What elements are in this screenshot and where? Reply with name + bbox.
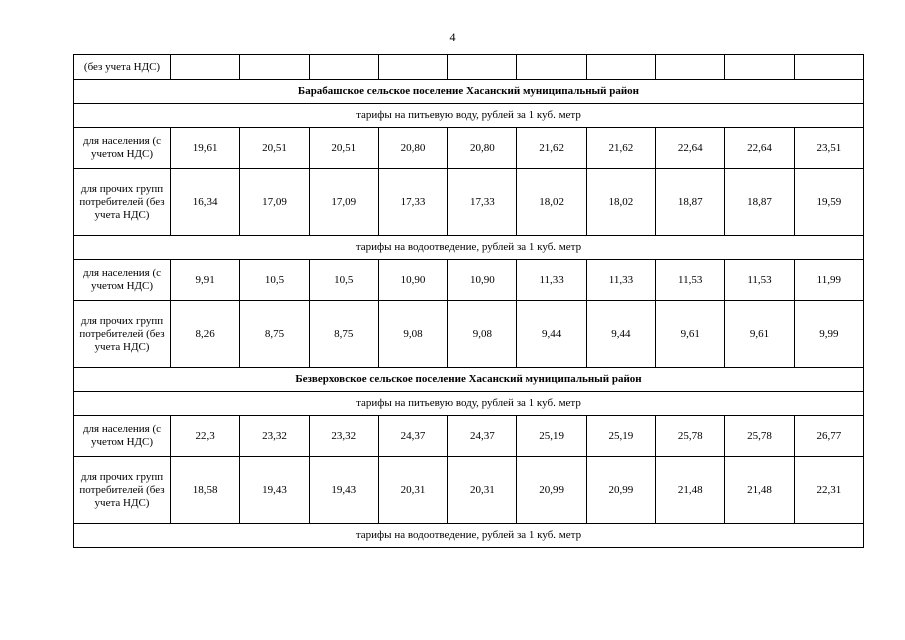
- tariff-value-cell: 23,32: [309, 416, 378, 457]
- tariff-value-cell: 22,31: [794, 457, 863, 524]
- tariff-data-row: [74, 301, 864, 368]
- tariff-data-row: [74, 128, 864, 169]
- tariff-type-title: тарифы на водоотведение, рублей за 1 куб. метр: [74, 524, 864, 548]
- tariff-value-cell: 19,43: [240, 457, 309, 524]
- tariff-table: [73, 54, 864, 548]
- tariff-value-cell: 16,34: [171, 169, 240, 236]
- tariff-value-cell: 19,59: [794, 169, 863, 236]
- tariff-value-cell: 10,90: [378, 260, 447, 301]
- section-header-row: [74, 368, 864, 392]
- tariff-value-cell: 17,09: [240, 169, 309, 236]
- tariff-table-body: [74, 55, 864, 548]
- tariff-value-cell: 9,61: [725, 301, 794, 368]
- tariff-value-cell: 11,99: [794, 260, 863, 301]
- consumer-group-label: для прочих групп потребителей (без учета НДС): [74, 457, 171, 524]
- tariff-value-cell: 21,62: [517, 128, 586, 169]
- tariff-value-cell: 21,48: [656, 457, 725, 524]
- consumer-group-label: для населения (с учетом НДС): [74, 416, 171, 457]
- tariff-value-cell: 18,02: [586, 169, 655, 236]
- tariff-value-cell: 18,02: [517, 169, 586, 236]
- tariff-value-cell: [378, 55, 447, 80]
- tariff-value-cell: 22,64: [725, 128, 794, 169]
- tariff-value-cell: 21,48: [725, 457, 794, 524]
- tariff-value-cell: 24,37: [448, 416, 517, 457]
- tariff-value-cell: 22,64: [656, 128, 725, 169]
- tariff-value-cell: 20,31: [378, 457, 447, 524]
- tariff-value-cell: 20,51: [309, 128, 378, 169]
- tariff-value-cell: [794, 55, 863, 80]
- tariff-value-cell: 20,80: [378, 128, 447, 169]
- tariff-value-cell: 22,3: [171, 416, 240, 457]
- tariff-value-cell: [171, 55, 240, 80]
- tariff-type-row: [74, 524, 864, 548]
- tariff-value-cell: 9,08: [378, 301, 447, 368]
- tariff-value-cell: 10,90: [448, 260, 517, 301]
- tariff-value-cell: 9,61: [656, 301, 725, 368]
- tariff-value-cell: 23,51: [794, 128, 863, 169]
- tariff-value-cell: 11,33: [517, 260, 586, 301]
- tariff-value-cell: 9,44: [586, 301, 655, 368]
- tariff-type-title: тарифы на водоотведение, рублей за 1 куб. метр: [74, 236, 864, 260]
- tariff-value-cell: 21,62: [586, 128, 655, 169]
- consumer-group-label: для населения (с учетом НДС): [74, 260, 171, 301]
- tariff-data-row: [74, 416, 864, 457]
- consumer-group-label: (без учета НДС): [74, 55, 171, 80]
- tariff-data-row: [74, 457, 864, 524]
- tariff-value-cell: 24,37: [378, 416, 447, 457]
- tariff-value-cell: 17,33: [378, 169, 447, 236]
- consumer-group-label: для прочих групп потребителей (без учета НДС): [74, 169, 171, 236]
- tariff-value-cell: 20,51: [240, 128, 309, 169]
- settlement-title: Безверховское сельское поселение Хасанский муниципальный район: [74, 368, 864, 392]
- tariff-value-cell: 11,53: [656, 260, 725, 301]
- tariff-value-cell: 18,87: [725, 169, 794, 236]
- tariff-value-cell: 25,78: [725, 416, 794, 457]
- tariff-value-cell: [517, 55, 586, 80]
- tariff-value-cell: 17,33: [448, 169, 517, 236]
- tariff-value-cell: 20,80: [448, 128, 517, 169]
- tariff-value-cell: [586, 55, 655, 80]
- tariff-value-cell: 11,53: [725, 260, 794, 301]
- tariff-value-cell: 20,99: [586, 457, 655, 524]
- tariff-value-cell: 8,75: [309, 301, 378, 368]
- page-number: 4: [449, 30, 456, 44]
- consumer-group-label: для прочих групп потребителей (без учета НДС): [74, 301, 171, 368]
- tariff-value-cell: [240, 55, 309, 80]
- tariff-data-row: [74, 55, 864, 80]
- tariff-value-cell: 9,44: [517, 301, 586, 368]
- tariff-value-cell: 9,91: [171, 260, 240, 301]
- tariff-value-cell: 18,87: [656, 169, 725, 236]
- tariff-value-cell: 17,09: [309, 169, 378, 236]
- tariff-value-cell: 9,08: [448, 301, 517, 368]
- tariff-value-cell: 25,19: [517, 416, 586, 457]
- tariff-value-cell: 18,58: [171, 457, 240, 524]
- tariff-data-row: [74, 260, 864, 301]
- section-header-row: [74, 80, 864, 104]
- tariff-type-title: тарифы на питьевую воду, рублей за 1 куб. метр: [74, 392, 864, 416]
- tariff-value-cell: 10,5: [309, 260, 378, 301]
- tariff-value-cell: 8,75: [240, 301, 309, 368]
- tariff-type-title: тарифы на питьевую воду, рублей за 1 куб. метр: [74, 104, 864, 128]
- tariff-value-cell: 10,5: [240, 260, 309, 301]
- tariff-type-row: [74, 392, 864, 416]
- tariff-value-cell: 19,61: [171, 128, 240, 169]
- tariff-value-cell: 26,77: [794, 416, 863, 457]
- consumer-group-label: для населения (с учетом НДС): [74, 128, 171, 169]
- tariff-value-cell: 20,99: [517, 457, 586, 524]
- tariff-type-row: [74, 236, 864, 260]
- tariff-value-cell: 25,19: [586, 416, 655, 457]
- tariff-value-cell: [656, 55, 725, 80]
- tariff-value-cell: 8,26: [171, 301, 240, 368]
- settlement-title: Барабашское сельское поселение Хасанский муниципальный район: [74, 80, 864, 104]
- tariff-type-row: [74, 104, 864, 128]
- tariff-data-row: [74, 169, 864, 236]
- tariff-value-cell: 23,32: [240, 416, 309, 457]
- tariff-value-cell: [448, 55, 517, 80]
- tariff-value-cell: [309, 55, 378, 80]
- tariff-value-cell: 20,31: [448, 457, 517, 524]
- tariff-value-cell: 11,33: [586, 260, 655, 301]
- tariff-value-cell: 9,99: [794, 301, 863, 368]
- tariff-value-cell: [725, 55, 794, 80]
- tariff-value-cell: 19,43: [309, 457, 378, 524]
- tariff-value-cell: 25,78: [656, 416, 725, 457]
